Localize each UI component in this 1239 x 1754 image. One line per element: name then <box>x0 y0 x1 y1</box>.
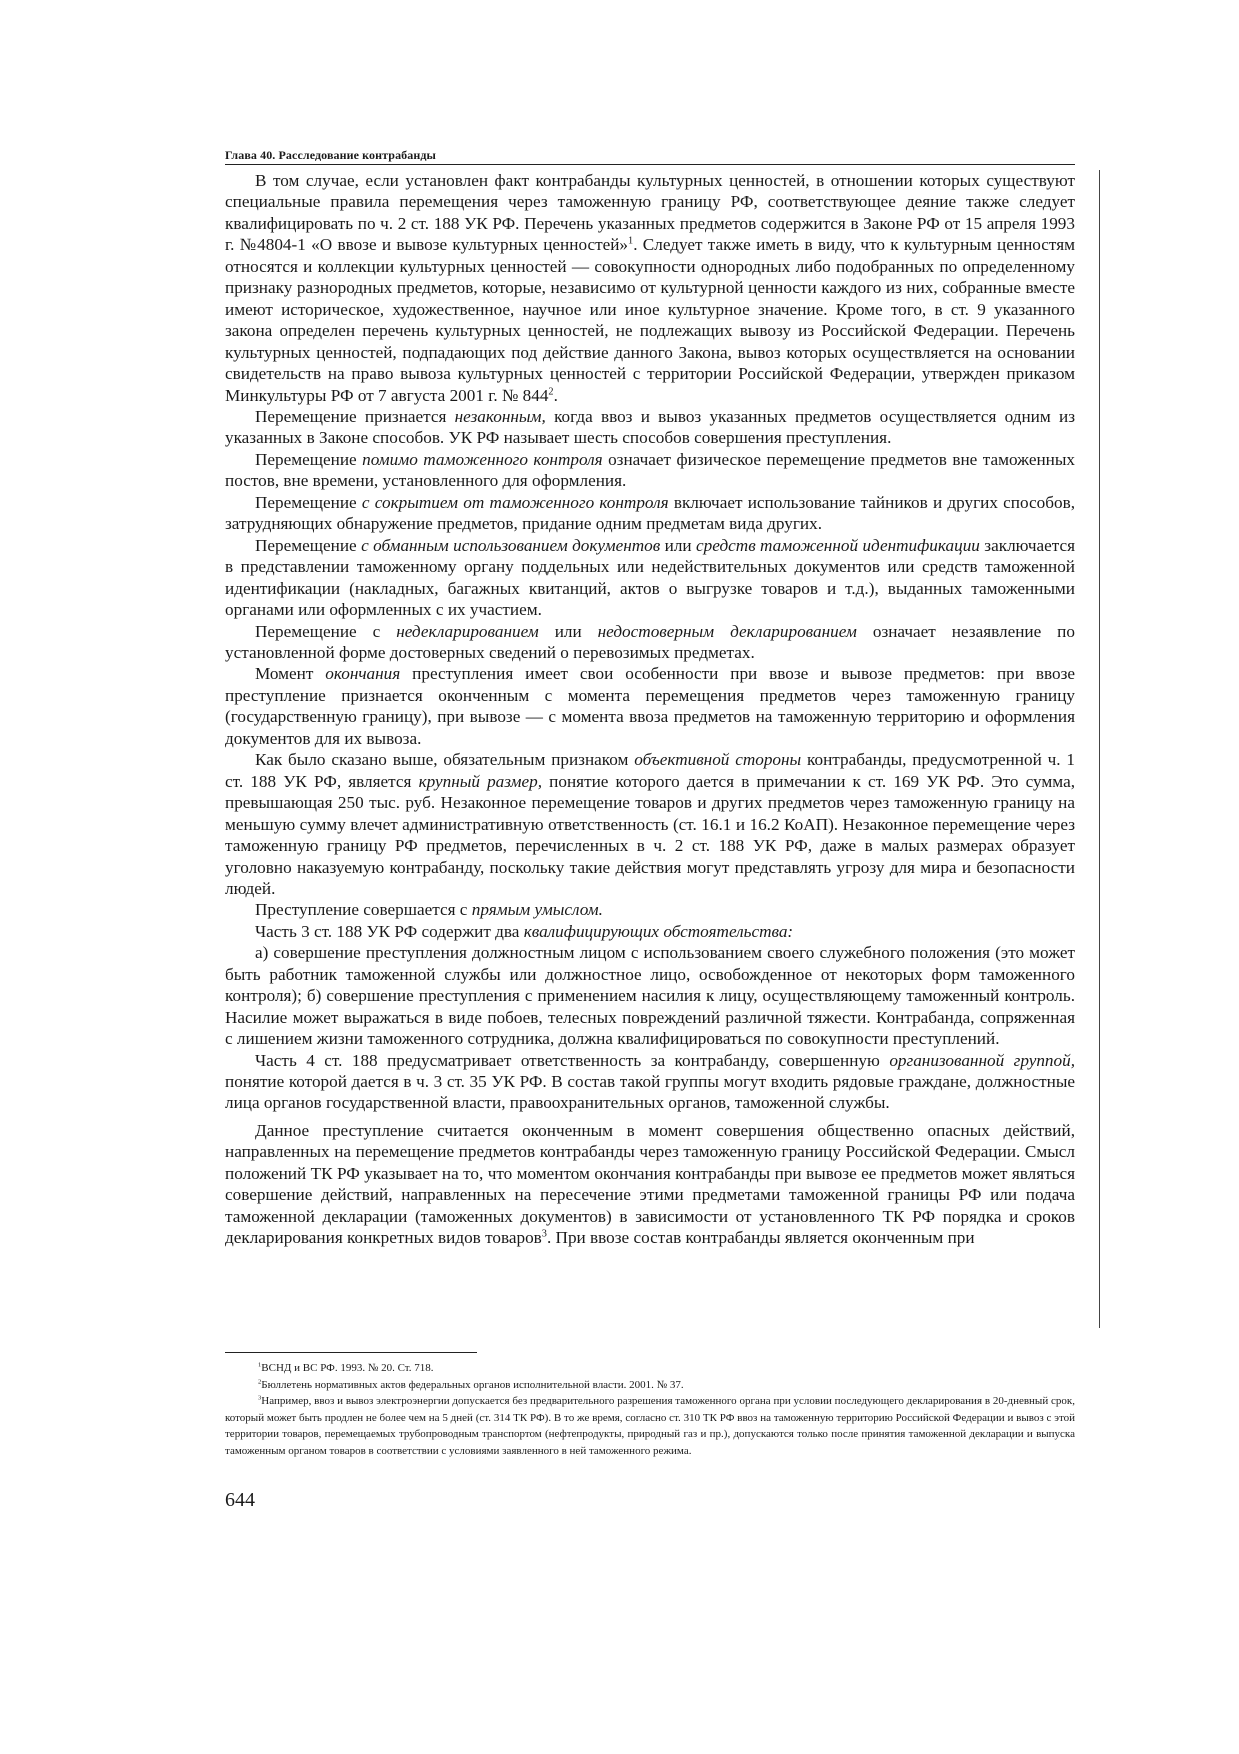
paragraph-6: Перемещение с недекларированием или недостоверным декларированием означает незаявление по установленной форме достоверных сведений о перевозимых предметах. <box>225 621 1075 662</box>
margin-rule <box>1099 170 1100 1328</box>
paragraph-8: Как было сказано выше, обязательным признаком объективной стороны контрабанды, предусмотренной ч. 1 ст. 188 УК РФ, является крупный размер, понятие которого дается в примечании к ст. 169 УК РФ. Это сумма, превышающая 250 тыс. руб. Незаконное перемещение товаров и других предметов через таможенную границу на меньшую сумму влечет административную ответственность (ст. 16.1 и 16.2 КоАП). Незаконное перемещение через таможенную границу РФ предметов, перечисленных в ч. 2 ст. 188 УК РФ, даже в малых размерах образует уголовно наказуемую контрабанду, поскольку такие действия могут представлять угрозу для мира и безопасности людей. <box>225 750 1075 898</box>
paragraph-11: а) совершение преступления должностным лицом с использованием своего служебного положения (это может быть работник таможенной службы или должностное лицо, освобожденное от некоторых форм таможенного контроля); б) совершение преступления с применением насилия к лицу, осуществляющему таможенный контроль. Насилие может выражаться в виде побоев, телесных повреждений различной тяжести. Контрабанда, сопряженная с лишением жизни таможенного сотрудника, должна квалифицироваться по совокупности преступлений. <box>225 943 1075 1049</box>
footnotes <box>225 1360 1075 1460</box>
paragraph-7: Момент окончания преступления имеет свои особенности при ввозе и вывозе предметов: при ввозе преступление признается оконченным с момента перемещения предметов через таможенную границу (государственную границу), при вывозе — с момента ввоза предметов на таможенную территорию и оформления документов для их вывоза. <box>225 664 1076 748</box>
paragraph-13: Данное преступление считается оконченным в момент совершения общественно опасных действий, направленных на перемещение предметов контрабанды через таможенную границу Российской Федерации. Смысл положений ТК РФ указывает на то, что моментом окончания контрабанды при вывозе ее предметов может являться совершение действий, направленных на пересечение этими предметами таможенной границы РФ или подача таможенной декларации (таможенных документов) в зависимости от установленного ТК РФ порядка и сроков декларирования конкретных видов товаров$^3$. При ввозе состав контрабанды является оконченным при <box>225 1120 1075 1248</box>
paragraph-2: Перемещение признается незаконным, когда ввоз и вывоз указанных предметов осуществляется одним из указанных в Законе способов. УК РФ называет шесть способов совершения преступления. <box>225 406 1075 448</box>
paragraph-9: Преступление совершается с прямым умыслом. <box>255 900 603 920</box>
footnote-1: $^1$ВСНД и ВС РФ. 1993. № 20. Ст. 718. <box>258 1361 434 1374</box>
footnote-2: $^2$Бюллетень нормативных актов федеральных органов исполнительной власти. 2001. № 37. <box>258 1377 684 1391</box>
paragraph-4: Перемещение с сокрытием от таможенного контроля включает использование тайников и других способов, затрудняющих обнаружение предметов, придание одним предметам вида других. <box>225 492 1075 534</box>
footnote-ref-3[interactable]: 3 <box>541 1228 547 1240</box>
running-header: Глава 40. Расследование контрабанды <box>225 148 437 162</box>
paragraph-10: Часть 3 ст. 188 УК РФ содержит два квалифицирующих обстоятельства: <box>255 921 794 941</box>
paragraph-3: Перемещение помимо таможенного контроля означает физическое перемещение предметов вне таможенных постов, вне времени, установленного для оформления. <box>225 449 1075 491</box>
footnote-ref-1[interactable]: 1 <box>628 235 634 247</box>
paragraph-1: В том случае, если установлен факт контрабанды культурных ценностей, в отношении которых существуют специальные правила перемещения через таможенную границу РФ, соответствующее деяние также следует квалифицировать по ч. 2 ст. 188 УК РФ. Перечень указанных предметов содержится в Законе РФ от 15 апреля 1993 г. №4804-1 «О ввозе и вывозе культурных ценностей»$^1$. Следует также иметь в виду, что к культурным ценностям относятся и коллекции культурных ценностей — совокупности однородных либо подобранных по определенному признаку разнородных предметов, которые, независимо от культурной ценности каждого из них, собранные вместе имеют историческое, художественное, научное или иное культурное значение. Кроме того, в ст. 9 указанного закона определен перечень культурных ценностей, не подлежащих вывозу из Российской Федерации. Перечень культурных ценностей, подпадающих под действие данного Закона, вывоз которых осуществляется на основании свидетельств на право вывоза культурных ценностей с территории Российской Федерации, утвержден приказом Минкультуры РФ от 7 августа 2001 г. № $844^2$. <box>225 171 1075 405</box>
paragraph-5: Перемещение с обманным использованием документов или средств таможенной идентификации заключается в представлении таможенному органу поддельных или недействительных документов или средств таможенной идентификации (накладных, багажных квитанций, актов о выгрузке товаров и т.д.), выданных таможенными органами или оформленных с их участием. <box>225 535 1075 620</box>
footnote-3: $^3$Например, ввоз и вывоз электроэнергии допускается без предварительного разрешения таможенного органа при условии последующего декларирования в 20-дневный срок, который может быть продлен не более чем на 5 дней (ст. 314 ТК РФ). В то же время, согласно ст. 310 ТК РФ ввоз на таможенную территорию Российской Федерации и вывоз с этой территории товаров, перемещаемых трубопроводным транспортом (нефтепродукты, природный газ и пр.), допускаются только после принятия таможенной декларации и выпуска таможенным органом товаров в соответствии с условиями заявленного в ней таможенного режима. <box>225 1394 1075 1457</box>
body-text <box>225 170 1075 1249</box>
footnote-ref-2[interactable]: 2 <box>548 385 554 397</box>
page-number: 644 <box>225 1489 255 1511</box>
paragraph-12: Часть 4 ст. 188 предусматривает ответственность за контрабанду, совершенную организованной группой, понятие которой дается в ч. 3 ст. 35 УК РФ. В состав такой группы могут входить рядовые граждане, должностные лица органов государственной власти, правоохранительных органов, таможенной службы. <box>225 1050 1075 1113</box>
header-divider <box>225 164 1075 165</box>
footnote-divider <box>225 1352 477 1353</box>
